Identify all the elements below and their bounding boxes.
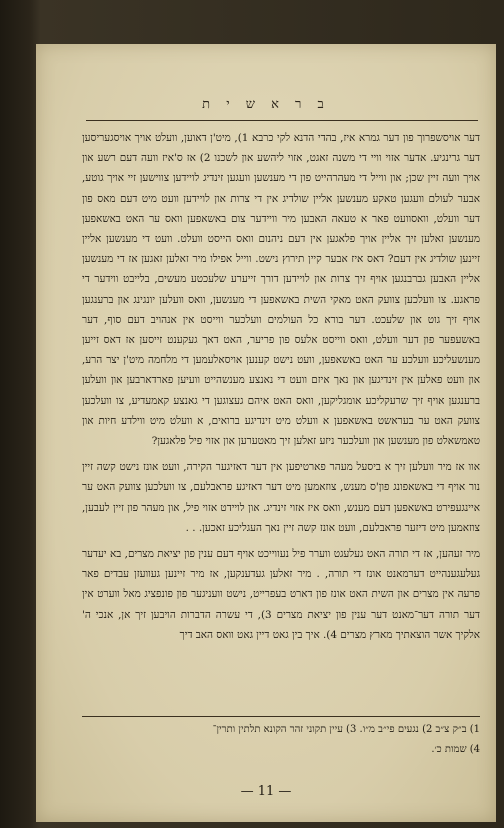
paragraph: דער אויסשפרוך פון דער גמרא איז, בהדי הדנא לקי כרבא 1), מיט'ן דאוען, וועלט אויך אויסגעריסען דער גרינגיע. אדער אזוי וויי די משנה זאגט, אזוי ליהשע און לשכנו 2) אז ס'איז וועה דעם רשע און אויך וועה זיין שכן; און ווייל די מעהרהייט פון די מענשען וועגען זינדיג לויידען צווישען זיי אויך גוטע, אבער לעולם וועגען טאקע מענשען אליין שולדיג אין די צרות און לויידען וועט מיט דעם מאס פון דער וועלט, וואסוועט פאר א טעאה האבען מיר וויידער צום באשאפען וואס ער האט באשאפען מענשען זאלען זיך אליין אויך פלאגען אין דעם ניהנום וואס הייסט וועלט. וועט די מענשען אליין זיינען שולדיג אין דעם? דאס איז אבער קיין תירוץ נישט. ווייל אפילו מיר זאלען זאגען אז די מענשען אליין האבען גברבנגען אויף זיך צרות און לויידען דורך זייערע שלעכטע מעשים, בלייבט ווידער די פראגע. צו וועלכען צוועק האט מאקי השית באשאפען די מענשען, וואס וועלען יונגינג און ברענגען אויף זיך גוט און שלעכט. דער בורא כל העולמים וועלכער ווייסט אין אנהויב דעם סוף, דער באשעפער פון דער וועלט, וואס ווייסט אלעס פון פריער, האט דאך געקענט זייסען אז דאס זייען מענשעליכע וועלכע ער האט באשאפען, וועט נישט קענען אויסאלעמען די מלחמה מיט'ן יצר הרע, און וועט פאלען אין זינדיגען און נאך איזם וועט די נאנצע מענשהייט וועיען פארדארבען און וועלען ברענגען אויף זיך שרעקליכע אומגליקען, וואס האט איהם געצוגען די גאנצע קאמעדיע, צו וועלכען צוועק האט ער בעראשט באשאפען א וועלט מיט זינדיגע ברואים, א וועלט מיט ווילדע חיות און טאמשאלט פון מענשען און וועלכער ניזע זאלען זיך מאטערען און אזוי פיל פלאגען? — [82, 132, 481, 448]
page-number: — 11 — — [240, 784, 292, 799]
footnote-rule — [82, 716, 480, 717]
paragraph: מיר זעהען, אז די תורה האט געלעגט ווערר פיל נעווייכט אויף דעם ענין פון יציאת מצרים, בא יעדער געלעגענהייט דערמאנט אונז די תורה, . מיר זאלען געדענקען, אז מיר זיינען געוועזן עבדים פאר פרעה אין מצרים און השית האט אונז פון דארט בעפרייט, נישט וועניגער פון פונפציג מאל ווערט אין דער תורה דער־מאנט דער ענין פון יציאת מצרים 3), די עשרה הדברות הויבען זיך אן, אנכי ה' אלקיך אשר הוצאתיך מארץ מצרים 4). איך בין גאט דיין גאט וואס האב דיך — [82, 548, 480, 641]
book-page — [36, 44, 496, 822]
page-header: ב ר א ש י ת — [202, 97, 330, 112]
header-rule — [86, 120, 478, 121]
footnotes — [82, 720, 480, 760]
footnote-line: 4) שמות כ׳. — [431, 744, 480, 755]
body-text — [82, 128, 480, 651]
paragraph: אוו אז מיר וועלען זיך א ביסעל מעהר פארטיפען אין דער דאזיגער הקירה, וועט אונז נישט קשה זיין נור אויף די באשאפונג פון'ס מענש, צוזאמען מיט דער דאזיגע פראבלעם, צו וועלכען צוועק האט ער איינגעפירט באשאפען דעם מענש, וואס איז אזוי זינדיג. און לויידט אזוי פיל, און מעהר פון זיין לעבען, צוזאמען מיט דיזער פראבלעם, וועט אונז קשה זיין נאך העגליכע זאכען. . . — [82, 461, 480, 534]
footnote-line: 1) ב״ק צ״ב 2) נגעים פי״ב מ״ו. 3) עיין תקוני זהר הקונא תלתין ותרין־ — [212, 724, 480, 735]
